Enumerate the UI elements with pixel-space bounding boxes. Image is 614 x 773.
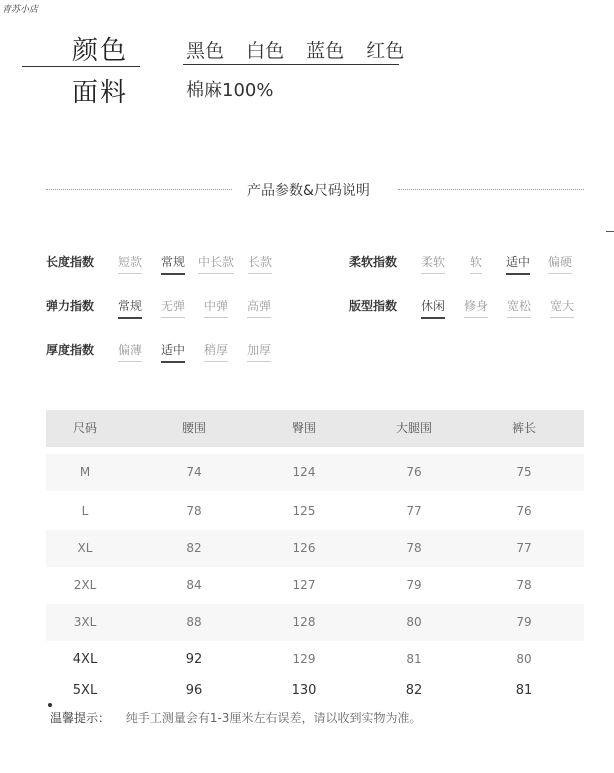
table-row: [46, 604, 584, 641]
table-cell: 129: [292, 652, 316, 666]
fabric-value: 棉麻100%: [186, 80, 274, 101]
softness-option-selected: 适中: [506, 253, 530, 275]
color-option: 白色: [246, 40, 285, 62]
table-cell: 96: [185, 683, 203, 698]
table-cell: 78: [186, 504, 202, 518]
table-cell: 130: [291, 683, 317, 698]
table-cell: 76: [516, 504, 532, 518]
softness-option: 偏硬: [548, 253, 572, 274]
fit-index-label: 版型指数: [349, 299, 398, 313]
table-cell: 128: [292, 615, 316, 629]
table-header-cell: 腰围: [181, 421, 206, 435]
fabric-label: 面料: [72, 78, 129, 108]
length-index-label: 长度指数: [46, 255, 95, 269]
table-header-cell: 臀围: [291, 421, 316, 435]
table-cell: 84: [186, 578, 202, 592]
table-cell: 74: [186, 465, 202, 479]
table-cell: L: [81, 504, 89, 518]
table-header-cell: 尺码: [72, 421, 97, 435]
table-cell: 2XL: [73, 578, 97, 592]
table-cell: 76: [406, 465, 422, 479]
length-option: 长款: [248, 253, 272, 274]
table-row: [46, 493, 584, 530]
table-cell: XL: [77, 541, 93, 555]
thickness-option: 加厚: [247, 341, 271, 362]
fit-option: 宽松: [507, 297, 531, 318]
table-cell: 92: [185, 652, 203, 667]
table-cell: 78: [516, 578, 532, 592]
table-cell: M: [79, 465, 91, 479]
dotted-line: [46, 189, 232, 190]
table-cell: 75: [516, 465, 532, 479]
stretch-option: 无弹: [161, 297, 185, 318]
table-cell: 80: [516, 652, 532, 666]
stretch-option: 高弹: [247, 297, 271, 318]
length-option: 中长款: [198, 253, 234, 274]
table-cell: 125: [292, 504, 316, 518]
color-options: [186, 36, 420, 63]
thickness-option: 稍厚: [204, 341, 228, 362]
color-option: 红色: [366, 40, 405, 62]
table-cell: 80: [406, 615, 422, 629]
stretch-index-label: 弹力指数: [46, 299, 95, 313]
table-cell: 124: [292, 465, 316, 479]
fit-option-selected: 休闲: [421, 297, 445, 319]
table-cell: 81: [406, 652, 422, 666]
tip: [50, 709, 421, 726]
table-row: [46, 567, 584, 604]
table-cell: 5XL: [72, 683, 98, 698]
table-row: [46, 530, 584, 567]
tip-label: 温馨提示：: [50, 711, 111, 725]
table-cell: 77: [516, 541, 532, 555]
length-option: 短款: [118, 253, 142, 274]
length-option-selected: 常规: [161, 253, 185, 275]
table-cell: 82: [186, 541, 202, 555]
table-cell: 4XL: [72, 652, 98, 667]
tip-text: 纯手工测量会有1-3厘米左右误差，请以收到实物为准。: [125, 711, 422, 725]
stretch-option: 中弹: [204, 297, 228, 318]
color-option: 蓝色: [306, 40, 345, 62]
softness-option: 柔软: [421, 253, 445, 274]
table-row: [46, 454, 584, 491]
color-label: 颜色: [72, 36, 129, 66]
softness-index-label: 柔软指数: [349, 255, 398, 269]
table-cell: 88: [186, 615, 202, 629]
table-cell: 82: [405, 683, 423, 698]
edge-mark: [606, 231, 614, 232]
table-row: [46, 672, 584, 706]
watermark: 青苏小店: [2, 5, 39, 15]
color-option: 黑色: [186, 40, 225, 62]
section-title: 产品参数&尺码说明: [247, 183, 370, 199]
table-cell: 3XL: [73, 615, 97, 629]
dotted-line: [398, 189, 584, 190]
thickness-option: 偏薄: [118, 341, 142, 362]
table-cell: 79: [406, 578, 422, 592]
thickness-index-label: 厚度指数: [46, 343, 95, 357]
stretch-option-selected: 常规: [118, 297, 142, 319]
table-cell: 127: [292, 578, 316, 592]
size-table: [46, 410, 584, 706]
table-cell: 126: [292, 541, 316, 555]
divider: [22, 66, 140, 67]
table-cell: 79: [516, 615, 532, 629]
table-cell: 78: [406, 541, 422, 555]
divider: [183, 64, 399, 65]
table-cell: 77: [406, 504, 422, 518]
table-header-cell: 裤长: [511, 421, 536, 435]
bullet-dot: [48, 703, 52, 707]
table-header-cell: 大腿围: [395, 421, 432, 435]
thickness-option-selected: 适中: [161, 341, 185, 363]
table-cell: 81: [515, 683, 533, 698]
softness-option: 软: [470, 253, 482, 274]
fit-option: 宽大: [550, 297, 574, 318]
fit-option: 修身: [464, 297, 488, 318]
table-header-row: [46, 410, 584, 447]
